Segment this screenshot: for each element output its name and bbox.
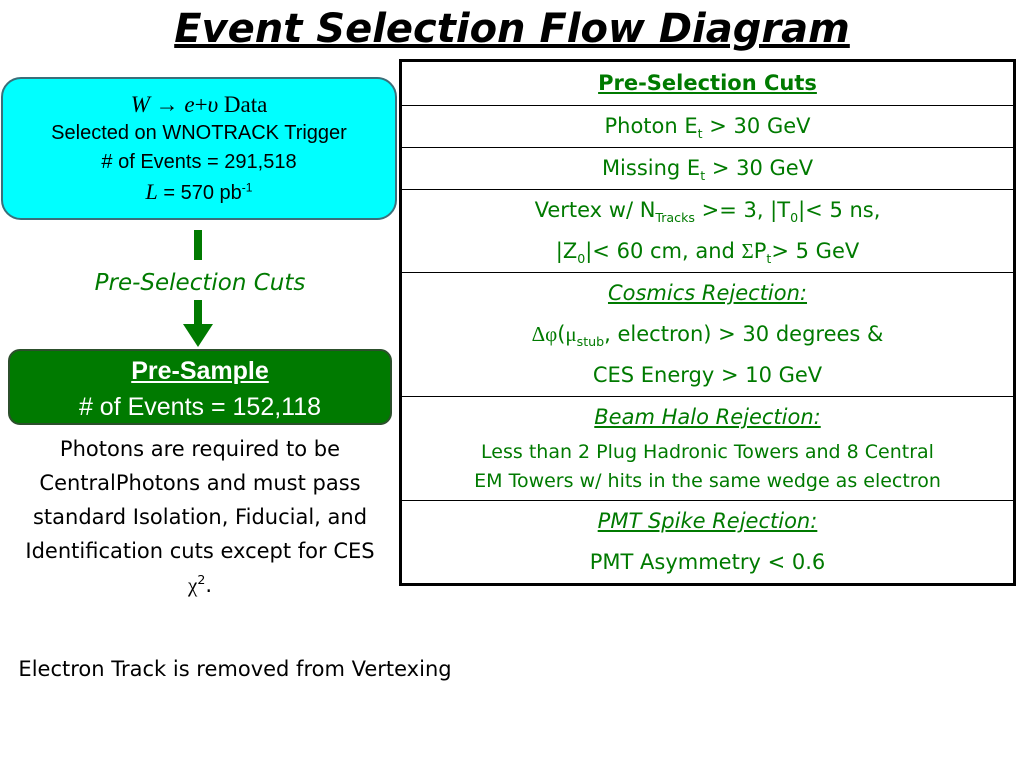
pmt-title: PMT Spike Rejection: bbox=[597, 509, 818, 533]
data-sample-box bbox=[1, 77, 397, 220]
photon-note-end: . bbox=[205, 573, 213, 597]
photon-note-text: Photons are required to be CentralPhotons and must pass standard Isolation, Fiducial, and Identification cuts except for CES bbox=[25, 437, 375, 563]
chi-symbol: χ bbox=[187, 573, 198, 597]
formula-plus: + bbox=[194, 92, 208, 117]
formula-data: Data bbox=[223, 92, 268, 117]
cosmics-rejection-cut: Cosmics Rejection: $\Delta\varphi(\mu_{stub}$, electron) > 30 degrees & CES Energy > 10 GeV bbox=[401, 273, 1015, 397]
pre-sample-box bbox=[8, 349, 392, 425]
trigger-text: Selected on WNOTRACK Trigger bbox=[51, 122, 347, 144]
table-row bbox=[401, 190, 1015, 273]
table-row bbox=[401, 148, 1015, 190]
luminosity-value: = 570 pb bbox=[163, 182, 242, 204]
electron-track-note: Electron Track is removed from Vertexing bbox=[18, 657, 452, 681]
formula-e: e bbox=[184, 92, 195, 117]
flow-arrow-shaft-bottom bbox=[194, 300, 202, 326]
beam-halo-title: Beam Halo Rejection: bbox=[594, 405, 821, 429]
cuts-header: Pre-Selection Cuts bbox=[401, 61, 1015, 106]
table-row bbox=[401, 106, 1015, 148]
formula-arrow: → bbox=[155, 92, 179, 117]
photon-requirements-note bbox=[14, 432, 386, 602]
formula-nu: υ bbox=[207, 92, 219, 117]
table-row bbox=[401, 397, 1015, 501]
table-row bbox=[401, 61, 1015, 106]
data-events-count: # of Events = 291,518 bbox=[101, 151, 297, 173]
luminosity-exponent: -1 bbox=[241, 180, 253, 195]
page-title: Event Selection Flow Diagram bbox=[174, 6, 850, 52]
luminosity bbox=[3, 177, 395, 208]
chi-exponent: 2 bbox=[197, 572, 206, 587]
table-row bbox=[401, 273, 1015, 397]
photon-et-cut: Photon $E_t > 30$ GeV bbox=[401, 106, 1015, 148]
pre-sample-events: # of Events = 152,118 bbox=[78, 393, 322, 421]
pre-sample-title: Pre-Sample bbox=[131, 357, 269, 385]
cosmics-title: Cosmics Rejection: bbox=[607, 281, 808, 305]
pre-selection-cuts-table bbox=[399, 59, 1016, 586]
luminosity-symbol: L bbox=[145, 179, 158, 204]
process-formula bbox=[3, 90, 395, 119]
pmt-spike-rejection-cut: PMT Spike Rejection: PMT Asymmetry < 0.6 bbox=[401, 501, 1015, 585]
beam-halo-rejection-cut: Beam Halo Rejection: Less than 2 Plug Hadronic Towers and 8 Central EM Towers w/ hits in the same wedge as electron bbox=[401, 397, 1015, 501]
formula-w: W bbox=[130, 92, 150, 117]
missing-et-cut: Missing $E_t > 30$ GeV bbox=[401, 148, 1015, 190]
flow-arrow-label: Pre-Selection Cuts bbox=[94, 270, 306, 296]
flow-arrow-shaft-top bbox=[194, 230, 202, 260]
flow-arrow-head bbox=[183, 324, 213, 347]
vertex-cut: Vertex w/ $N_{Tracks} >= 3$, $|T_0|< 5$ ns, $|Z_0|< 60$ cm, and $\Sigma P_t> 5$ GeV bbox=[401, 190, 1015, 273]
table-row bbox=[401, 501, 1015, 585]
